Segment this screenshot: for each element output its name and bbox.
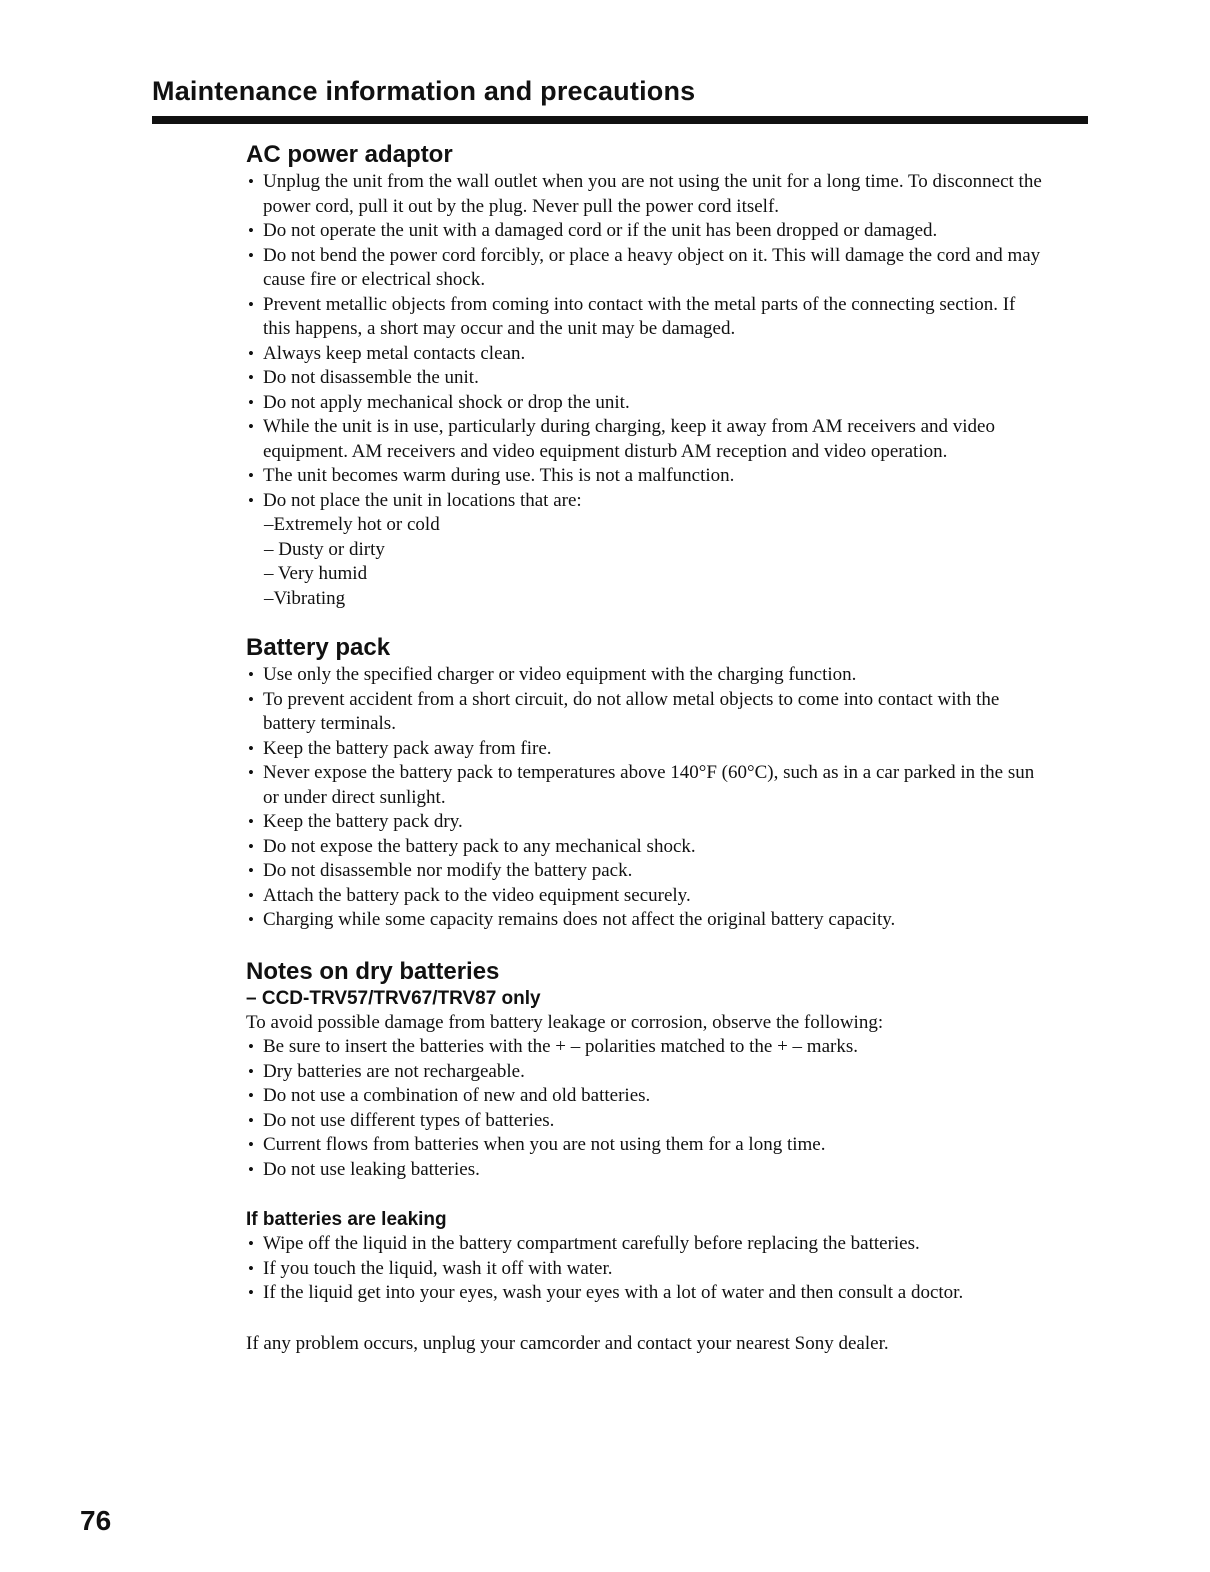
list-item: • Do not use a combination of new and old batteries. (246, 1084, 1046, 1109)
list-item: • Prevent metallic objects from coming into contact with the metal parts of the connecting section. If this happens, a short may occur and the unit may be damaged. (246, 293, 1046, 342)
list-item: • If you touch the liquid, wash it off with water. (246, 1257, 1046, 1282)
battery-pack-list (246, 663, 1046, 933)
location-item: – Very humid (264, 563, 368, 584)
list-item: • While the unit is in use, particularly during charging, keep it away from AM receivers and video equipment. AM receivers and video equipment disturb AM reception and video operation. (246, 415, 1046, 464)
list-item: • Do not operate the unit with a damaged cord or if the unit has been dropped or damaged. (246, 219, 1046, 244)
dry-batteries-heading: Notes on dry batteries (246, 957, 500, 985)
list-item: • Do not use leaking batteries. (246, 1158, 1046, 1183)
ac-power-adaptor-heading: AC power adaptor (246, 141, 453, 168)
list-item: • Be sure to insert the batteries with the + – polarities matched to the + – marks. (246, 1035, 1046, 1060)
leaking-list (246, 1232, 1046, 1306)
list-item: • Keep the battery pack dry. (246, 810, 1046, 835)
leaking-section (246, 1208, 1046, 1306)
list-item: • Unplug the unit from the wall outlet when you are not using the unit for a long time. To disconnect the power cord, pull it out by the plug. Never pull the power cord itself. (246, 170, 1046, 219)
content (246, 140, 1046, 1356)
list-item: • Use only the specified charger or video equipment with the charging function. (246, 663, 1046, 688)
list-item: • Do not expose the battery pack to any mechanical shock. (246, 835, 1046, 860)
page-title: Maintenance information and precautions (152, 76, 696, 106)
list-item: • Charging while some capacity remains does not affect the original battery capacity. (246, 908, 1046, 933)
battery-pack-heading: Battery pack (246, 634, 391, 661)
location-item: – Dusty or dirty (264, 538, 385, 560)
list-item: • To prevent accident from a short circuit, do not allow metal objects to come into contact with the battery terminals. (246, 688, 1046, 737)
closing-note: If any problem occurs, unplug your camcorder and contact your nearest Sony dealer. (246, 1332, 889, 1354)
leaking-heading: If batteries are leaking (246, 1209, 447, 1230)
list-item: • If the liquid get into your eyes, wash your eyes with a lot of water and then consult a doctor. (246, 1281, 1046, 1306)
dry-batteries-section (246, 957, 1046, 1183)
locations-list (246, 513, 1046, 611)
title-rule (152, 116, 1088, 124)
location-item: –Extremely hot or cold (264, 514, 440, 535)
list-item: • Always keep metal contacts clean. (246, 342, 1046, 367)
list-item: • Current flows from batteries when you are not using them for a long time. (246, 1133, 1046, 1158)
list-item: • Never expose the battery pack to temperatures above 140°F (60°C), such as in a car parked in the sun or under direct sunlight. (246, 761, 1046, 810)
list-item: • Wipe off the liquid in the battery compartment carefully before replacing the batteries. (246, 1232, 1046, 1257)
dry-batteries-intro: To avoid possible damage from battery leakage or corrosion, observe the following: (246, 1011, 884, 1033)
page-header (152, 74, 1088, 124)
list-item: • Do not disassemble nor modify the battery pack. (246, 859, 1046, 884)
list-item: • Keep the battery pack away from fire. (246, 737, 1046, 762)
list-item: • Do not disassemble the unit. (246, 366, 1046, 391)
list-item: • Do not place the unit in locations that are: (246, 489, 1046, 514)
location-item: –Vibrating (264, 587, 346, 609)
list-item: • Do not apply mechanical shock or drop the unit. (246, 391, 1046, 416)
dry-batteries-list (246, 1035, 1046, 1182)
ac-power-adaptor-list (246, 170, 1046, 513)
battery-pack-section (246, 633, 1046, 933)
ac-power-adaptor-section (246, 140, 1046, 611)
list-item: • Attach the battery pack to the video equipment securely. (246, 884, 1046, 909)
page-number: 76 (80, 1505, 112, 1536)
list-item: • Dry batteries are not rechargeable. (246, 1060, 1046, 1085)
list-item: • Do not bend the power cord forcibly, or place a heavy object on it. This will damage the cord and may cause fire or electrical shock. (246, 244, 1046, 293)
list-item: • The unit becomes warm during use. This is not a malfunction. (246, 464, 1046, 489)
list-item: • Do not use different types of batteries. (246, 1109, 1046, 1134)
dry-batteries-model-note: – CCD-TRV57/TRV67/TRV87 only (246, 987, 541, 1009)
